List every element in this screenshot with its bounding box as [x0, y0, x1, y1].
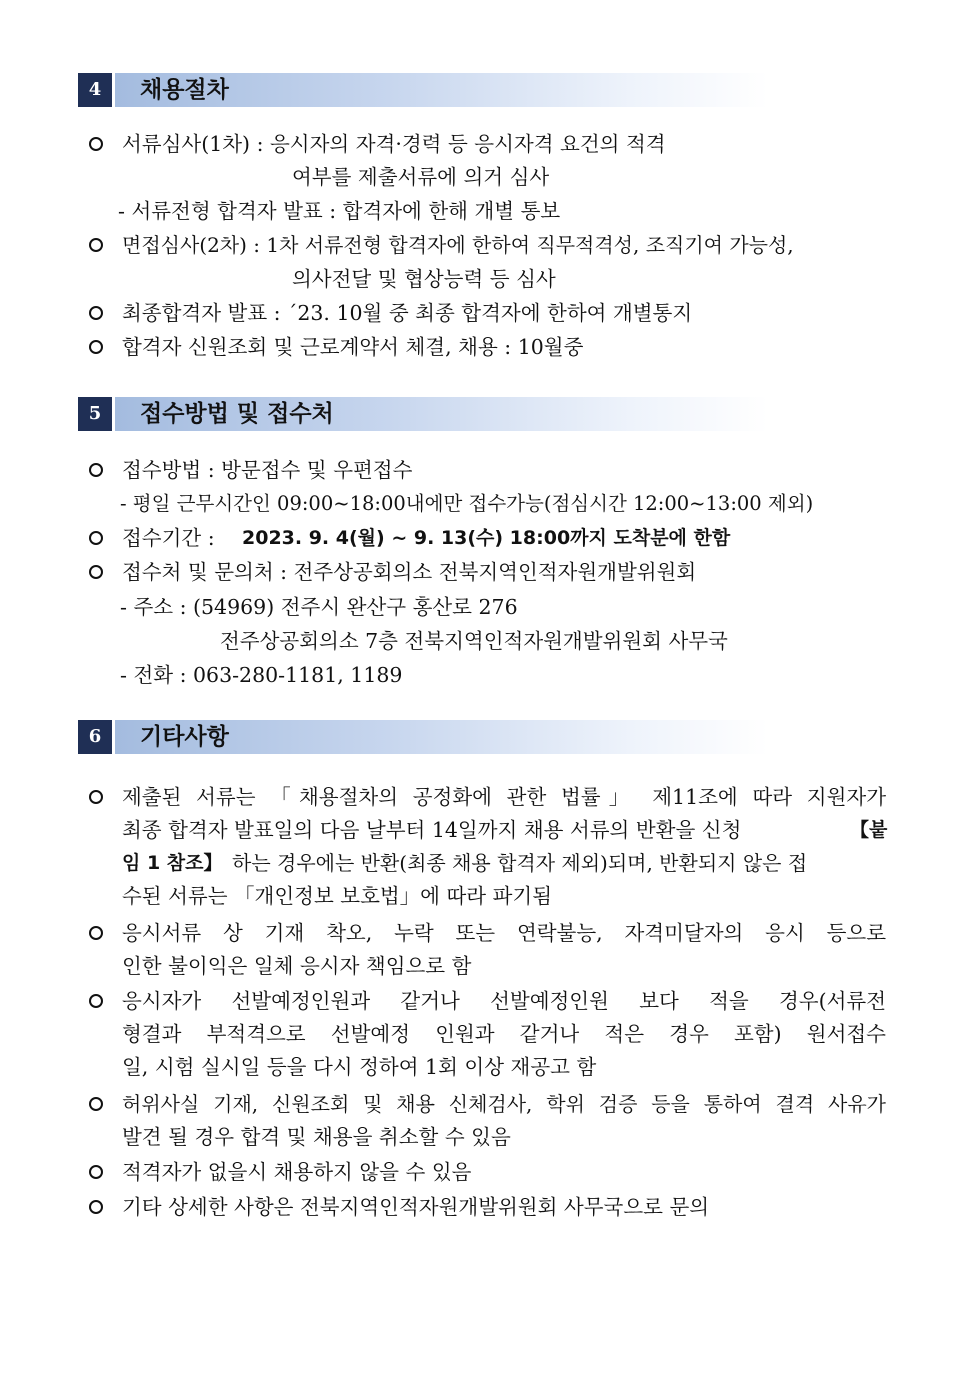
circle-bullet-icon: [89, 463, 103, 477]
section-number: 4: [78, 73, 115, 107]
item-text: 최종 합격자 발표일의 다음 날부터 14일까지 채용 서류의 반환을 신청: [122, 818, 742, 842]
list-item-continuation: [0, 815, 980, 845]
sub-item: [0, 660, 980, 690]
item-text: 여부를 제출서류에 의거 심사: [292, 165, 550, 189]
list-item-continuation: [0, 1122, 980, 1152]
item-text: 접수방법 : 방문접수 및 우편접수: [122, 458, 413, 482]
item-text: 응시자가 선발예정인원과 같거나 선발예정인원 보다 적을 경우(서류전: [122, 989, 886, 1013]
list-item-continuation: [0, 848, 980, 878]
circle-bullet-icon: [89, 306, 103, 320]
list-item: [0, 455, 980, 485]
item-text: 접수처 및 문의처 : 전주상공회의소 전북지역인적자원개발위원회: [122, 560, 697, 584]
list-item-continuation: [0, 951, 980, 981]
section-title: 채용절차: [140, 77, 229, 103]
circle-bullet-icon: [89, 1165, 103, 1179]
section-header-4: [78, 73, 768, 107]
item-text: 최종합격자 발표 : ´23. 10월 중 최종 합격자에 한하여 개별통지: [122, 301, 693, 325]
item-text: - 서류전형 합격자 발표 : 합격자에 한해 개별 통보: [118, 199, 561, 223]
sub-item: [0, 489, 980, 519]
reference-note: 【붙: [850, 819, 888, 841]
list-item: [0, 523, 980, 553]
list-item: [0, 986, 980, 1016]
list-item: [0, 1157, 980, 1187]
item-text: 적격자가 없을시 채용하지 않을 수 있음: [122, 1160, 472, 1184]
circle-bullet-icon: [89, 238, 103, 252]
list-item: [0, 782, 980, 812]
item-label: 접수기간 :: [122, 526, 215, 550]
deadline-text: 2023. 9. 4(월) ~ 9. 13(수) 18:00까지 도착분에 한함: [242, 527, 731, 549]
list-item-continuation: [0, 264, 980, 294]
item-text: 의사전달 및 협상능력 등 심사: [292, 267, 556, 291]
reference-note: 임 1 참조】: [122, 852, 223, 874]
item-text: 하는 경우에는 반환(최종 채용 합격자 제외)되며, 반환되지 않은 접: [232, 851, 808, 875]
circle-bullet-icon: [89, 531, 103, 545]
section-title: 기타사항: [140, 724, 229, 750]
sub-item: [0, 592, 980, 622]
item-text: - 주소 : (54969) 전주시 완산구 홍산로 276: [120, 595, 518, 619]
section-header-6: [78, 720, 768, 754]
list-item-continuation: [0, 1019, 980, 1049]
item-text: 발견 될 경우 합격 및 채용을 취소할 수 있음: [122, 1125, 511, 1149]
circle-bullet-icon: [89, 1097, 103, 1111]
list-item-continuation: [0, 1052, 980, 1082]
item-text: 제출된 서류는 「채용절차의 공정화에 관한 법률」 제11조에 따라 지원자가: [122, 785, 886, 809]
list-item: [0, 1192, 980, 1222]
section-number: 6: [78, 720, 115, 754]
circle-bullet-icon: [89, 926, 103, 940]
circle-bullet-icon: [89, 340, 103, 354]
item-text: 기타 상세한 사항은 전북지역인적자원개발위원회 사무국으로 문의: [122, 1195, 710, 1219]
list-item: [0, 332, 980, 362]
list-item: [0, 918, 980, 948]
list-item: [0, 230, 980, 260]
item-text: - 전화 : 063-280-1181, 1189: [120, 663, 403, 687]
sub-item-continuation: [0, 626, 980, 656]
section-title: 접수방법 및 접수처: [140, 401, 334, 427]
item-text: 인한 불이익은 일체 응시자 책임으로 함: [122, 954, 472, 978]
list-item: [0, 557, 980, 587]
item-text: 허위사실 기재, 신원조회 및 채용 신체검사, 학위 검증 등을 통하여 결격 사유가: [122, 1092, 886, 1116]
circle-bullet-icon: [89, 137, 103, 151]
sub-item: [0, 196, 980, 226]
circle-bullet-icon: [89, 994, 103, 1008]
item-text: 응시서류 상 기재 착오, 누락 또는 연락불능, 자격미달자의 응시 등으로: [122, 921, 886, 945]
section-number: 5: [78, 397, 115, 431]
item-text: 수된 서류는 「개인정보 보호법」에 따라 파기됨: [122, 884, 553, 908]
item-text: 전주상공회의소 7층 전북지역인적자원개발위원회 사무국: [220, 629, 728, 653]
list-item: [0, 129, 980, 159]
item-text: 서류심사(1차) : 응시자의 자격·경력 등 응시자격 요건의 적격: [122, 132, 666, 156]
item-text: - 평일 근무시간인 09:00~18:00내에만 접수가능(점심시간 12:00~13:00 제외): [120, 492, 814, 515]
list-item-continuation: [0, 162, 980, 192]
circle-bullet-icon: [89, 1200, 103, 1214]
item-text: 면접심사(2차) : 1차 서류전형 합격자에 한하여 직무적격성, 조직기여 가능성,: [122, 233, 794, 257]
item-text: 일, 시험 실시일 등을 다시 정하여 1회 이상 재공고 함: [122, 1055, 597, 1079]
list-item: [0, 1089, 980, 1119]
circle-bullet-icon: [89, 565, 103, 579]
item-text: 형결과 부적격으로 선발예정 인원과 같거나 적은 경우 포함) 원서접수: [122, 1022, 886, 1046]
list-item-continuation: [0, 881, 980, 911]
section-header-5: [78, 397, 768, 431]
item-text: 합격자 신원조회 및 근로계약서 체결, 채용 : 10월중: [122, 335, 584, 359]
list-item: [0, 298, 980, 328]
circle-bullet-icon: [89, 790, 103, 804]
